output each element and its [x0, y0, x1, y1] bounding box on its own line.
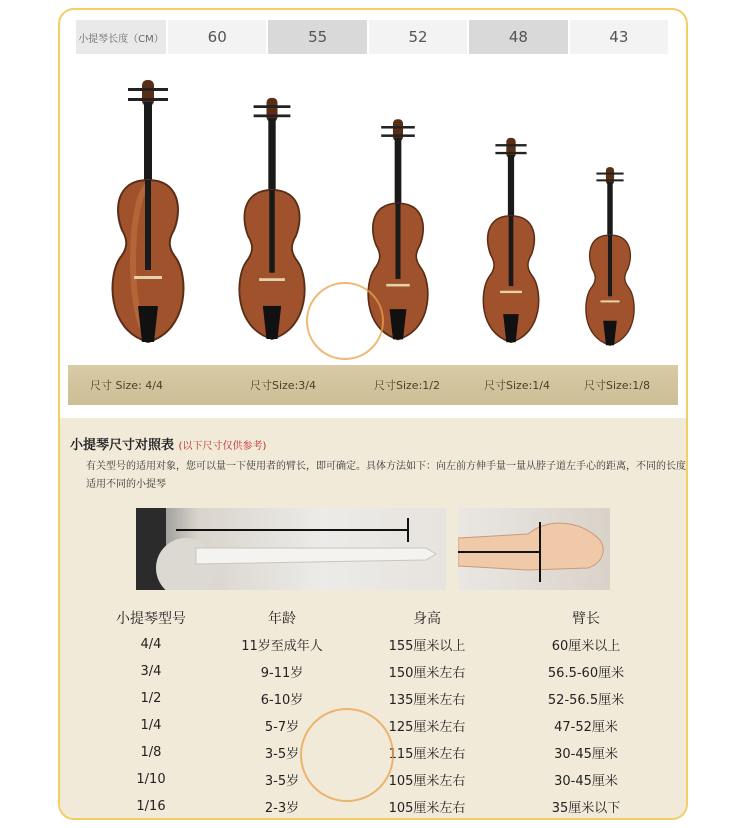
- violin-3-4-image: [226, 94, 318, 364]
- cell-age: 3-5岁: [264, 774, 300, 789]
- cell-height: 135厘米左右: [388, 693, 466, 708]
- table-header: [90, 604, 670, 631]
- cell-arm-length: 52-56.5厘米: [547, 693, 625, 708]
- cell-height: 125厘米左右: [388, 720, 466, 735]
- size-chart-panel: [60, 418, 686, 818]
- cell-model: 3/4: [140, 664, 162, 679]
- arm-length-photo: [136, 508, 446, 590]
- cell-arm-length: 56.5-60厘米: [547, 666, 625, 681]
- size-label: 尺寸Size:3/4: [250, 379, 316, 392]
- table-row: [90, 685, 670, 712]
- cell-arm-length: 30-45厘米: [554, 747, 618, 762]
- cell-arm-length: 47-52厘米: [554, 720, 618, 735]
- cell-age: 9-11岁: [260, 666, 304, 681]
- cell-arm-length: 60厘米以上: [551, 639, 621, 654]
- length-value: 48: [467, 20, 567, 54]
- table-row: [90, 658, 670, 685]
- arm-length-illustration: [136, 508, 446, 590]
- length-value: 60: [166, 20, 266, 54]
- header-model: 小提琴型号: [116, 610, 186, 627]
- chart-note: (以下尺寸仅供参考): [178, 441, 267, 452]
- cell-arm-length: 35厘米以下: [551, 801, 621, 816]
- size-label: 尺寸Size:1/8: [584, 379, 650, 392]
- cell-height: 155厘米以上: [388, 639, 466, 654]
- cell-age: 11岁至成年人: [241, 639, 323, 654]
- palm-illustration: [458, 508, 610, 590]
- length-value: 43: [568, 20, 668, 54]
- cell-height: 115厘米左右: [388, 747, 466, 762]
- header-height: 身高: [413, 610, 441, 627]
- cell-age: 3-5岁: [264, 747, 300, 762]
- size-label: 尺寸Size:1/2: [374, 379, 440, 392]
- measure-description: 有关型号的适用对象，您可以量一下使用者的臂长，即可确定。具体方法如下：向左前方伸手量一量从脖子道左手心的距离，不同的长度适用不同的小提琴: [86, 461, 686, 490]
- violin-1-8-image: [576, 164, 644, 364]
- cell-age: 5-7岁: [264, 720, 300, 735]
- table-row: [90, 793, 670, 820]
- violin-4-4-image: [98, 80, 198, 365]
- page-frame: [58, 8, 688, 820]
- length-row: [76, 20, 668, 54]
- length-label: 小提琴长度（CM）: [76, 20, 166, 54]
- table-row: [90, 631, 670, 658]
- measure-photos: [136, 508, 610, 590]
- violin-images: [60, 60, 686, 370]
- size-label: 尺寸Size:1/4: [484, 379, 550, 392]
- cell-age: 6-10岁: [260, 693, 304, 708]
- size-label: 尺寸 Size: 4/4: [90, 379, 163, 392]
- chart-title-text: 小提琴尺寸对照表: [70, 438, 175, 453]
- cell-height: 105厘米左右: [388, 774, 466, 789]
- cell-model: 1/10: [136, 772, 166, 787]
- header-arm-length: 臂长: [572, 610, 600, 627]
- length-value: 52: [367, 20, 467, 54]
- cell-model: 4/4: [140, 637, 162, 652]
- cell-model: 1/16: [136, 799, 166, 814]
- size-strip: [68, 365, 678, 405]
- cell-age: 2-3岁: [264, 801, 300, 816]
- length-value: 55: [266, 20, 366, 54]
- chart-title: [70, 434, 266, 453]
- cell-height: 105厘米左右: [388, 801, 466, 816]
- cell-model: 1/2: [140, 691, 162, 706]
- palm-photo: [458, 508, 610, 590]
- cell-arm-length: 30-45厘米: [554, 774, 618, 789]
- violin-1-4-image: [472, 134, 550, 364]
- cell-model: 1/8: [140, 745, 162, 760]
- watermark-stamp: [306, 282, 384, 360]
- cell-model: 1/4: [140, 718, 162, 733]
- header-age: 年龄: [268, 610, 296, 627]
- cell-height: 150厘米左右: [388, 666, 466, 681]
- watermark-stamp: [300, 708, 394, 802]
